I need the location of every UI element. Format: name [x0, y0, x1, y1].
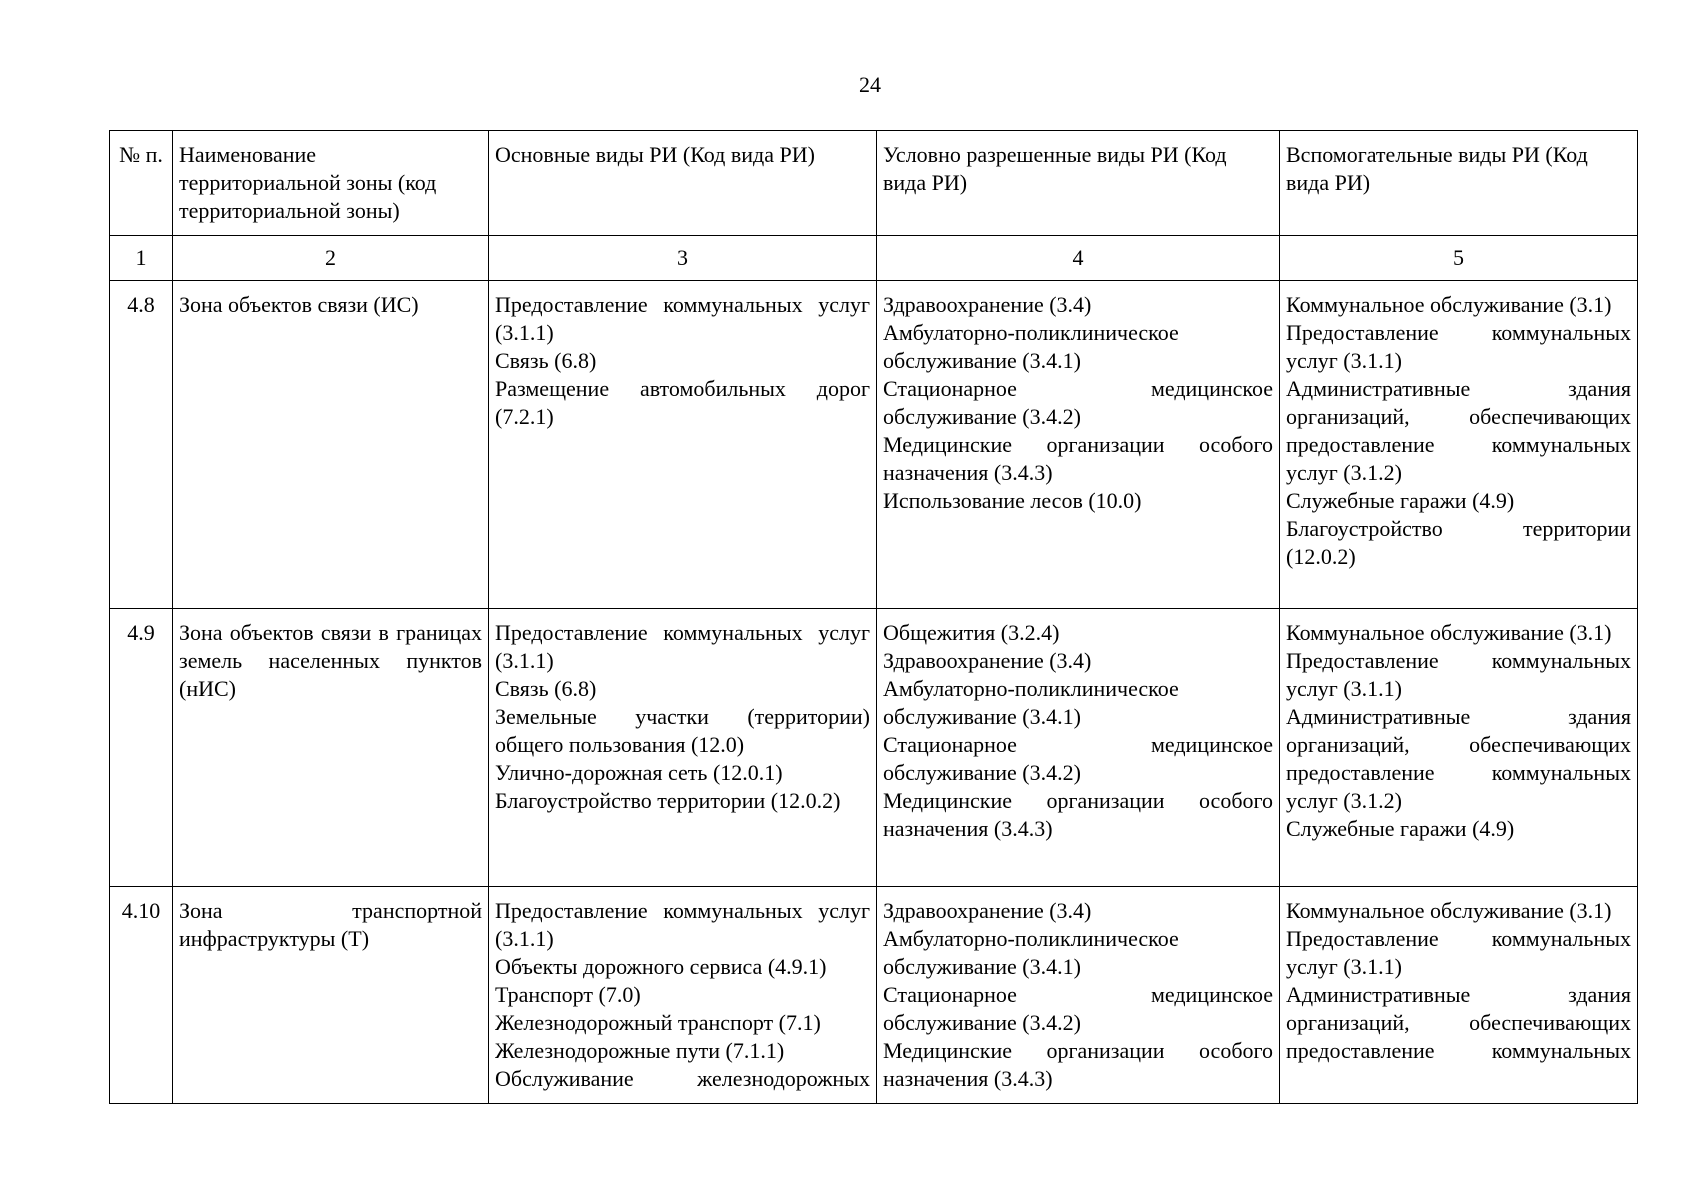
list-item: Размещение автомобильных дорог (7.2.1): [495, 376, 870, 429]
list-item: Коммунальное обслуживание (3.1): [1286, 898, 1612, 923]
table-row: [110, 281, 1638, 609]
list-item: Медицинские организации особого назначения (3.4.3): [883, 788, 1273, 841]
list-item: Железнодорожные пути (7.1.1): [495, 1038, 785, 1063]
header-main-uses: Основные виды РИ (Код вида РИ): [489, 131, 877, 236]
auxiliary-uses-cell: [1280, 609, 1638, 887]
list-item: Амбулаторно-поликлиническое обслуживание (3.4.1): [883, 320, 1179, 373]
list-item: Стационарное медицинское обслуживание (3.4.2): [883, 982, 1273, 1035]
zone-name-cell: [173, 281, 489, 609]
row-number: 4.9: [110, 609, 173, 887]
column-number: 4: [877, 236, 1280, 281]
list-item: Амбулаторно-поликлиническое обслуживание (3.4.1): [883, 926, 1179, 979]
zone-name-cell: [173, 609, 489, 887]
list-item: Железнодорожный транспорт (7.1): [495, 1010, 821, 1035]
row-number: 4.8: [110, 281, 173, 609]
list-item: Благоустройство территории (12.0.2): [1286, 516, 1631, 569]
list-item: Стационарное медицинское обслуживание (3.4.2): [883, 732, 1273, 785]
list-item: Административные здания организаций, обеспечивающих предоставление коммунальных услуг (3.1.2): [1286, 376, 1631, 485]
header-number: № п.: [110, 131, 173, 236]
list-item: Улично-дорожная сеть (12.0.1): [495, 760, 783, 785]
list-item: Связь (6.8): [495, 676, 597, 701]
list-item: Служебные гаражи (4.9): [1286, 488, 1515, 513]
list-item: Коммунальное обслуживание (3.1): [1286, 292, 1612, 317]
list-item: Связь (6.8): [495, 348, 597, 373]
main-uses-cell: [489, 609, 877, 887]
conditional-uses-cell: [877, 281, 1280, 609]
list-item: Земельные участки (территории) общего пользования (12.0): [495, 704, 870, 757]
list-item: Медицинские организации особого назначения (3.4.3): [883, 1038, 1273, 1091]
list-item: Предоставление коммунальных услуг (3.1.1): [1286, 320, 1631, 373]
list-item: Использование лесов (10.0): [883, 488, 1142, 513]
header-auxiliary-uses: Вспомогательные виды РИ (Код вида РИ): [1280, 131, 1638, 236]
column-number: 5: [1280, 236, 1638, 281]
zones-table: [109, 130, 1638, 1104]
list-item: Здравоохранение (3.4): [883, 648, 1092, 673]
list-item: Общежития (3.2.4): [883, 620, 1060, 645]
row-number: 4.10: [110, 887, 173, 1104]
list-item: Предоставление коммунальных услуг (3.1.1): [495, 898, 870, 951]
zone-name-cell: [173, 887, 489, 1104]
list-item: Благоустройство территории (12.0.2): [495, 788, 841, 813]
list-item: Медицинские организации особого назначения (3.4.3): [883, 432, 1273, 485]
list-item: Предоставление коммунальных услуг (3.1.1): [1286, 648, 1631, 701]
column-number-row: [110, 236, 1638, 281]
list-item: Здравоохранение (3.4): [883, 898, 1092, 923]
auxiliary-uses-cell: [1280, 887, 1638, 1104]
list-item: Стационарное медицинское обслуживание (3.4.2): [883, 376, 1273, 429]
conditional-uses-cell: [877, 609, 1280, 887]
main-uses-cell: [489, 281, 877, 609]
zone-name: Зона транспортной инфраструктуры (Т): [179, 898, 482, 951]
list-item: Здравоохранение (3.4): [883, 292, 1092, 317]
header-conditional-uses: Условно разрешенные виды РИ (Код вида РИ): [877, 131, 1280, 236]
list-item: Коммунальное обслуживание (3.1): [1286, 620, 1612, 645]
list-item: Служебные гаражи (4.9): [1286, 816, 1515, 841]
auxiliary-uses-cell: [1280, 281, 1638, 609]
list-item: Административные здания организаций, обеспечивающих предоставление коммунальных: [1286, 982, 1631, 1063]
list-item: Предоставление коммунальных услуг (3.1.1): [495, 292, 870, 345]
list-item: Предоставление коммунальных услуг (3.1.1): [1286, 926, 1631, 979]
column-number: 1: [110, 236, 173, 281]
list-item: Транспорт (7.0): [495, 982, 641, 1007]
table-row: [110, 887, 1638, 1104]
zone-name: Зона объектов связи (ИС): [179, 292, 419, 317]
zone-name: Зона объектов связи в границах земель населенных пунктов (нИС): [179, 620, 482, 701]
list-item: Амбулаторно-поликлиническое обслуживание (3.4.1): [883, 676, 1179, 729]
list-item: Обслуживание железнодорожных: [495, 1066, 870, 1091]
header-zone-name: Наименование территориальной зоны (код территориальной зоны): [173, 131, 489, 236]
conditional-uses-cell: [877, 887, 1280, 1104]
header-row: [110, 131, 1638, 236]
list-item: Предоставление коммунальных услуг (3.1.1): [495, 620, 870, 673]
list-item: Объекты дорожного сервиса (4.9.1): [495, 954, 827, 979]
main-uses-cell: [489, 887, 877, 1104]
page-number: 24: [859, 72, 881, 97]
column-number: 3: [489, 236, 877, 281]
list-item: Административные здания организаций, обеспечивающих предоставление коммунальных услуг (3.1.2): [1286, 704, 1631, 813]
column-number: 2: [173, 236, 489, 281]
table-row: [110, 609, 1638, 887]
